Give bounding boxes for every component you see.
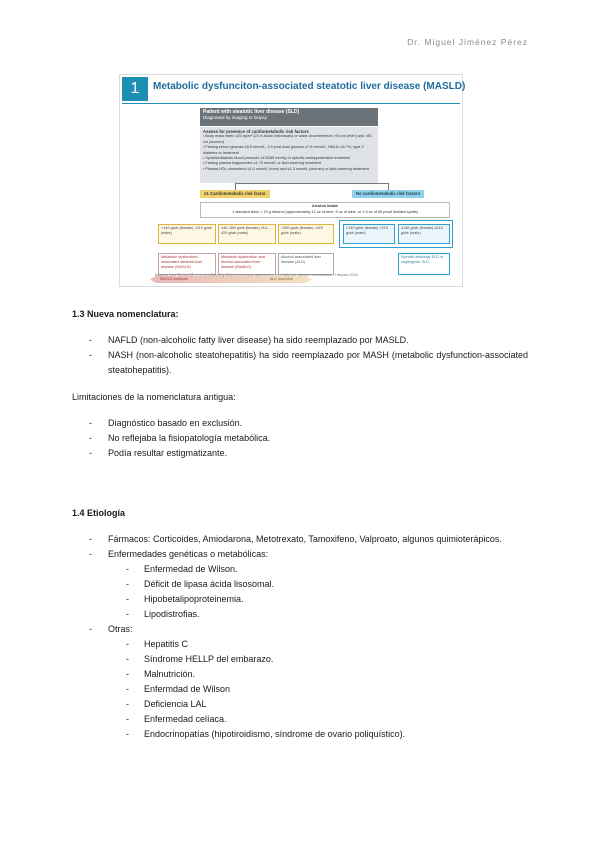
nomenclature-list — [72, 333, 528, 378]
section-1-3 — [72, 307, 528, 461]
limitations-list — [72, 416, 528, 461]
other-sublist — [108, 637, 528, 742]
intake-cell: ≥140 g/wk (female) ≥210 g/wk (male) — [398, 224, 450, 244]
risk-factors-box — [200, 127, 378, 183]
flow-arrow — [235, 183, 236, 190]
risk-factor-item: • Systolic/diastolic blood pressure ≥130/85 mmHg or specific antihypertensive treatment — [203, 156, 351, 161]
list-item-label: Enfermedades genéticas o metabólicas: — [108, 549, 269, 559]
alcohol-heading: Alcohol intake — [312, 204, 338, 208]
list-item: - NASH (non-alcoholic steatohepatitis) ha sido reemplazado por MASH (metabolic dysfunction-associated steatohepatitis). — [72, 348, 528, 378]
list-item: - NAFLD (non-alcoholic fatty liver disease) ha sido reemplazado por MASLD. — [72, 333, 528, 348]
risk-factor-item: • Fasting serum glucose ≥5.6 mmol/L, 2-h post-load glucose ≥7.8 mmol/L, HbA1c ≥5.7%, type 2 diabetes or treatment — [203, 145, 364, 155]
diagnosis-box: Metabolic dysfunction-associated steatotic liver disease (MASLD) — [158, 253, 216, 275]
intake-cell: >350 g/wk (female) >420 g/wk (male) — [278, 224, 334, 244]
diagnosis-box: Metabolic dysfunction and alcohol-associated liver disease (MetALD) — [218, 253, 276, 275]
masld-figure — [119, 74, 466, 287]
band-right-label: ALD dominant — [270, 277, 293, 281]
genetic-sublist — [108, 562, 528, 622]
sublist-item: - Deficiencia LAL — [108, 697, 528, 712]
sublist-item: - Endocrinopatías (hipotiroidismo, síndrome de ovario poliquístico). — [108, 727, 528, 742]
list-item: - No reflejaba la fisiopatología metabólica. — [72, 431, 528, 446]
sublist-item: - Malnutrición. — [108, 667, 528, 682]
sld-box — [200, 108, 378, 126]
band-left-label: MASLD dominant — [160, 277, 189, 281]
risk-factor-item: • Body mass index ≥25 kg/m² (23 in Asian individuals) or waist circumference >94 cm (men) and >80 cm (women) — [203, 134, 372, 144]
section-1-4 — [72, 506, 528, 742]
etiology-list — [72, 532, 528, 742]
risk-factor-yes-tag: ≥1 Cardiometabolic risk factor — [200, 190, 270, 198]
sublist-item: - Déficit de lipasa ácida lisosomal. — [108, 577, 528, 592]
section-heading: 1.3 Nueva nomenclatura: — [72, 309, 179, 319]
intake-cell: <140 g/wk (female) <210 g/wk (male) — [158, 224, 216, 244]
alcohol-text: 1 standard drink = 10 g ethanol (approximately 12 oz of beer, 5 oz of wine, or 1.5 oz of 80-proof distilled spirits) — [231, 210, 419, 214]
figure-title-rule — [122, 103, 460, 104]
flow-connector — [235, 183, 388, 184]
diagnosis-box: Alcohol-associated liver disease (ALD) — [278, 253, 334, 275]
sublist-item: - Hipobetalipoproteinemia. — [108, 592, 528, 607]
flow-arrow — [388, 183, 389, 190]
list-item-label: Otras: — [108, 624, 133, 634]
limitations-heading: Limitaciones de la nomenclatura antigua: — [72, 392, 236, 402]
sublist-item: - Enfermedad celíaca. — [108, 712, 528, 727]
sld-box-line2: Diagnosed by imaging or biopsy — [203, 115, 268, 120]
page-header-author: Dr. Miguel Jiménez Pérez — [407, 37, 528, 47]
intake-cell: <140 g/wk (female) <210 g/wk (male) — [343, 224, 395, 244]
list-item — [72, 622, 528, 742]
list-item: - Fármacos: Corticoides, Amiodarona, Metotrexato, Tamoxifeno, Valproato, algunos quimioterápicos. — [72, 532, 528, 547]
sublist-item: - Enfermedad de Wilson. — [108, 562, 528, 577]
sublist-item: - Lipodistrofias. — [108, 607, 528, 622]
figure-source: Adapted from Rinella ME et al. A multisociety Delphi consensus statement on new fatty liver disease nomenclature. J Hepatol 2023. — [155, 273, 359, 277]
list-item: - Diagnóstico basado en exclusión. — [72, 416, 528, 431]
figure-number: 1 — [122, 77, 148, 101]
sublist-item: - Hepatitis C — [108, 637, 528, 652]
intake-cell: 140–350 g/wk (female) 210–420 g/wk (male) — [218, 224, 276, 244]
section-heading: 1.4 Etiología — [72, 508, 126, 518]
risk-factors-heading: Assess for presence of cardiometabolic risk factors — [203, 129, 309, 134]
risk-factor-item: • Fasting plasma triglycerides ≥1.70 mmol/L or lipid-lowering treatment — [203, 161, 322, 166]
alcohol-intake-box — [200, 202, 450, 218]
diagnosis-box: Specific aetiology SLD or cryptogenic SLD — [398, 253, 450, 275]
sublist-item: - Síndrome HELLP del embarazo. — [108, 652, 528, 667]
list-item: - Podía resultar estigmatizante. — [72, 446, 528, 461]
sublist-item: - Enfermdad de Wilson — [108, 682, 528, 697]
risk-factor-item: • Plasma HDL-cholesterol ≤1.0 mmol/L (men) and ≤1.3 mmol/L (women) or lipid-lowering treatment — [203, 166, 369, 171]
list-item — [72, 547, 528, 622]
figure-title: Metabolic dysfunciton-associated steatotic liver disease (MASLD) — [153, 81, 466, 92]
risk-factor-no-tag: No cardiometabolic risk factors — [352, 190, 424, 198]
sld-box-line1: Patient with steatotic liver disease (SLD) — [203, 109, 300, 115]
